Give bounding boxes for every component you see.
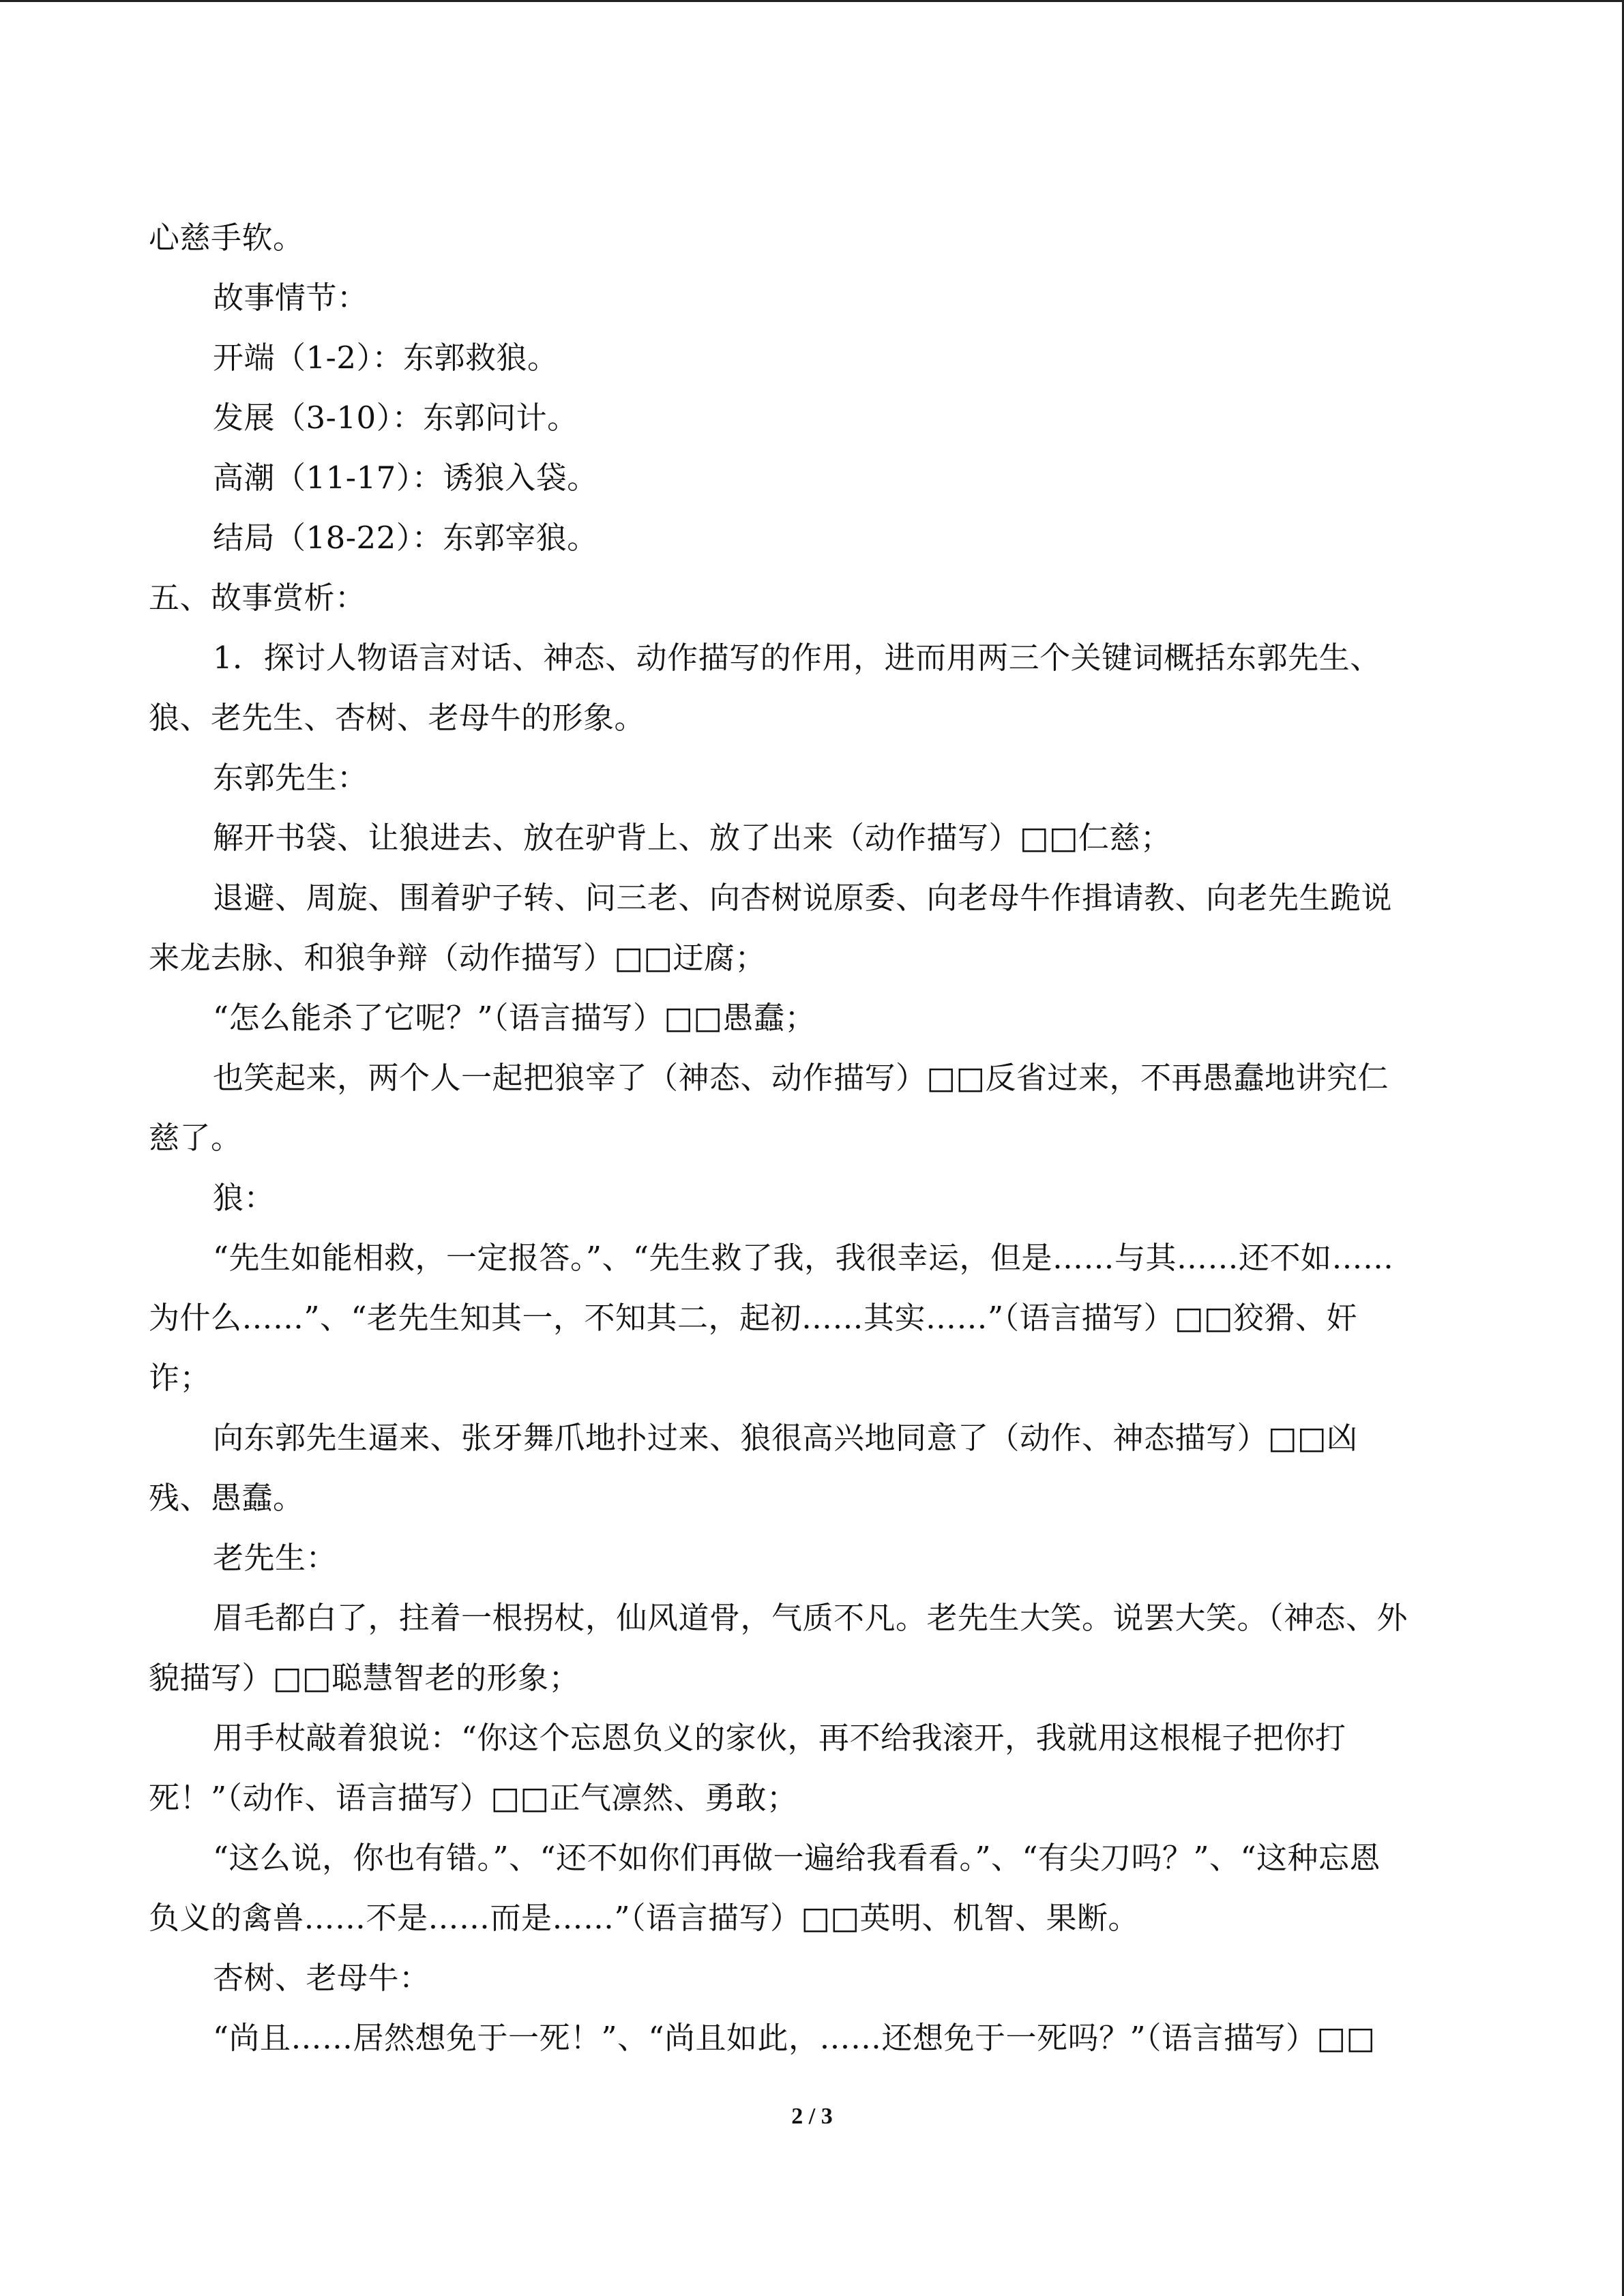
text-line: 退避、周旋、围着驴子转、问三老、向杏树说原委、向老母牛作揖请教、向老先生跪说: [213, 880, 1393, 916]
text-line: 慈了。: [149, 1120, 242, 1156]
text-line: 故事情节：: [213, 280, 368, 316]
text-line: “先生如能相救，一定报答。”、“先生救了我，我很幸运，但是……与其……还不如……: [213, 1240, 1394, 1276]
text-line: “这么说，你也有错。”、“还不如你们再做一遍给我看看。”、“有尖刀吗？”、“这种忘恩: [213, 1840, 1381, 1876]
page-number: 2 / 3: [791, 2104, 833, 2129]
text-line: 为什么……”、“老先生知其一，不知其二，起初……其实……”（语言描写）□□狡猾、奸: [149, 1300, 1358, 1336]
text-line: 结局（18-22）：东郭宰狼。: [213, 520, 598, 556]
text-line: 解开书袋、让狼进去、放在驴背上、放了出来（动作描写）□□仁慈；: [213, 820, 1172, 856]
text-line: 负义的禽兽……不是……而是……”（语言描写）□□英明、机智、果断。: [149, 1900, 1140, 1936]
text-line: 东郭先生：: [213, 760, 368, 796]
text-line: 也笑起来，两个人一起把狼宰了（神态、动作描写）□□反省过来，不再愚蠢地讲究仁: [213, 1060, 1389, 1096]
text-line: 诈；: [149, 1360, 211, 1396]
text-line: 心慈手软。: [149, 220, 304, 256]
document-body: [149, 208, 1475, 2068]
text-line: 来龙去脉、和狼争辩（动作描写）□□迂腐；: [149, 940, 767, 976]
text-line: 死！”（动作、语言描写）□□正气凛然、勇敢；: [149, 1780, 798, 1816]
text-line: 老先生：: [213, 1540, 338, 1576]
text-line: 发展（3-10）：东郭问计。: [213, 400, 578, 436]
text-line: 用手杖敲着狼说：“你这个忘恩负义的家伙，再不给我滚开，我就用这根棍子把你打: [213, 1720, 1346, 1756]
text-line: 狼：: [213, 1180, 276, 1216]
text-line: 高潮（11-17）：诱狼入袋。: [213, 460, 598, 496]
text-line: 貌描写）□□聪慧智老的形象；: [149, 1660, 580, 1696]
text-line: “怎么能杀了它呢？”（语言描写）□□愚蠢；: [213, 1000, 816, 1036]
text-line: 开端（1-2）：东郭救狼。: [213, 340, 559, 376]
text-line: 1．探讨人物语言对话、神态、动作描写的作用，进而用两三个关键词概括东郭先生、: [213, 640, 1381, 676]
text-line: 向东郭先生逼来、张牙舞爪地扑过来、狼很高兴地同意了（动作、神态描写）□□凶: [213, 1420, 1358, 1456]
text-line: 狼、老先生、杏树、老母牛的形象。: [149, 700, 646, 736]
text-line: 残、愚蠢。: [149, 1480, 304, 1516]
text-line: 五、故事赏析：: [149, 580, 366, 616]
text-line: 杏树、老母牛：: [213, 1960, 430, 1996]
text-line: 眉毛都白了，拄着一根拐杖，仙风道骨，气质不凡。老先生大笑。说罢大笑。（神态、外: [213, 1600, 1408, 1636]
text-line: “尚且……居然想免于一死！”、“尚且如此，……还想免于一死吗？”（语言描写）□□: [213, 2020, 1376, 2056]
